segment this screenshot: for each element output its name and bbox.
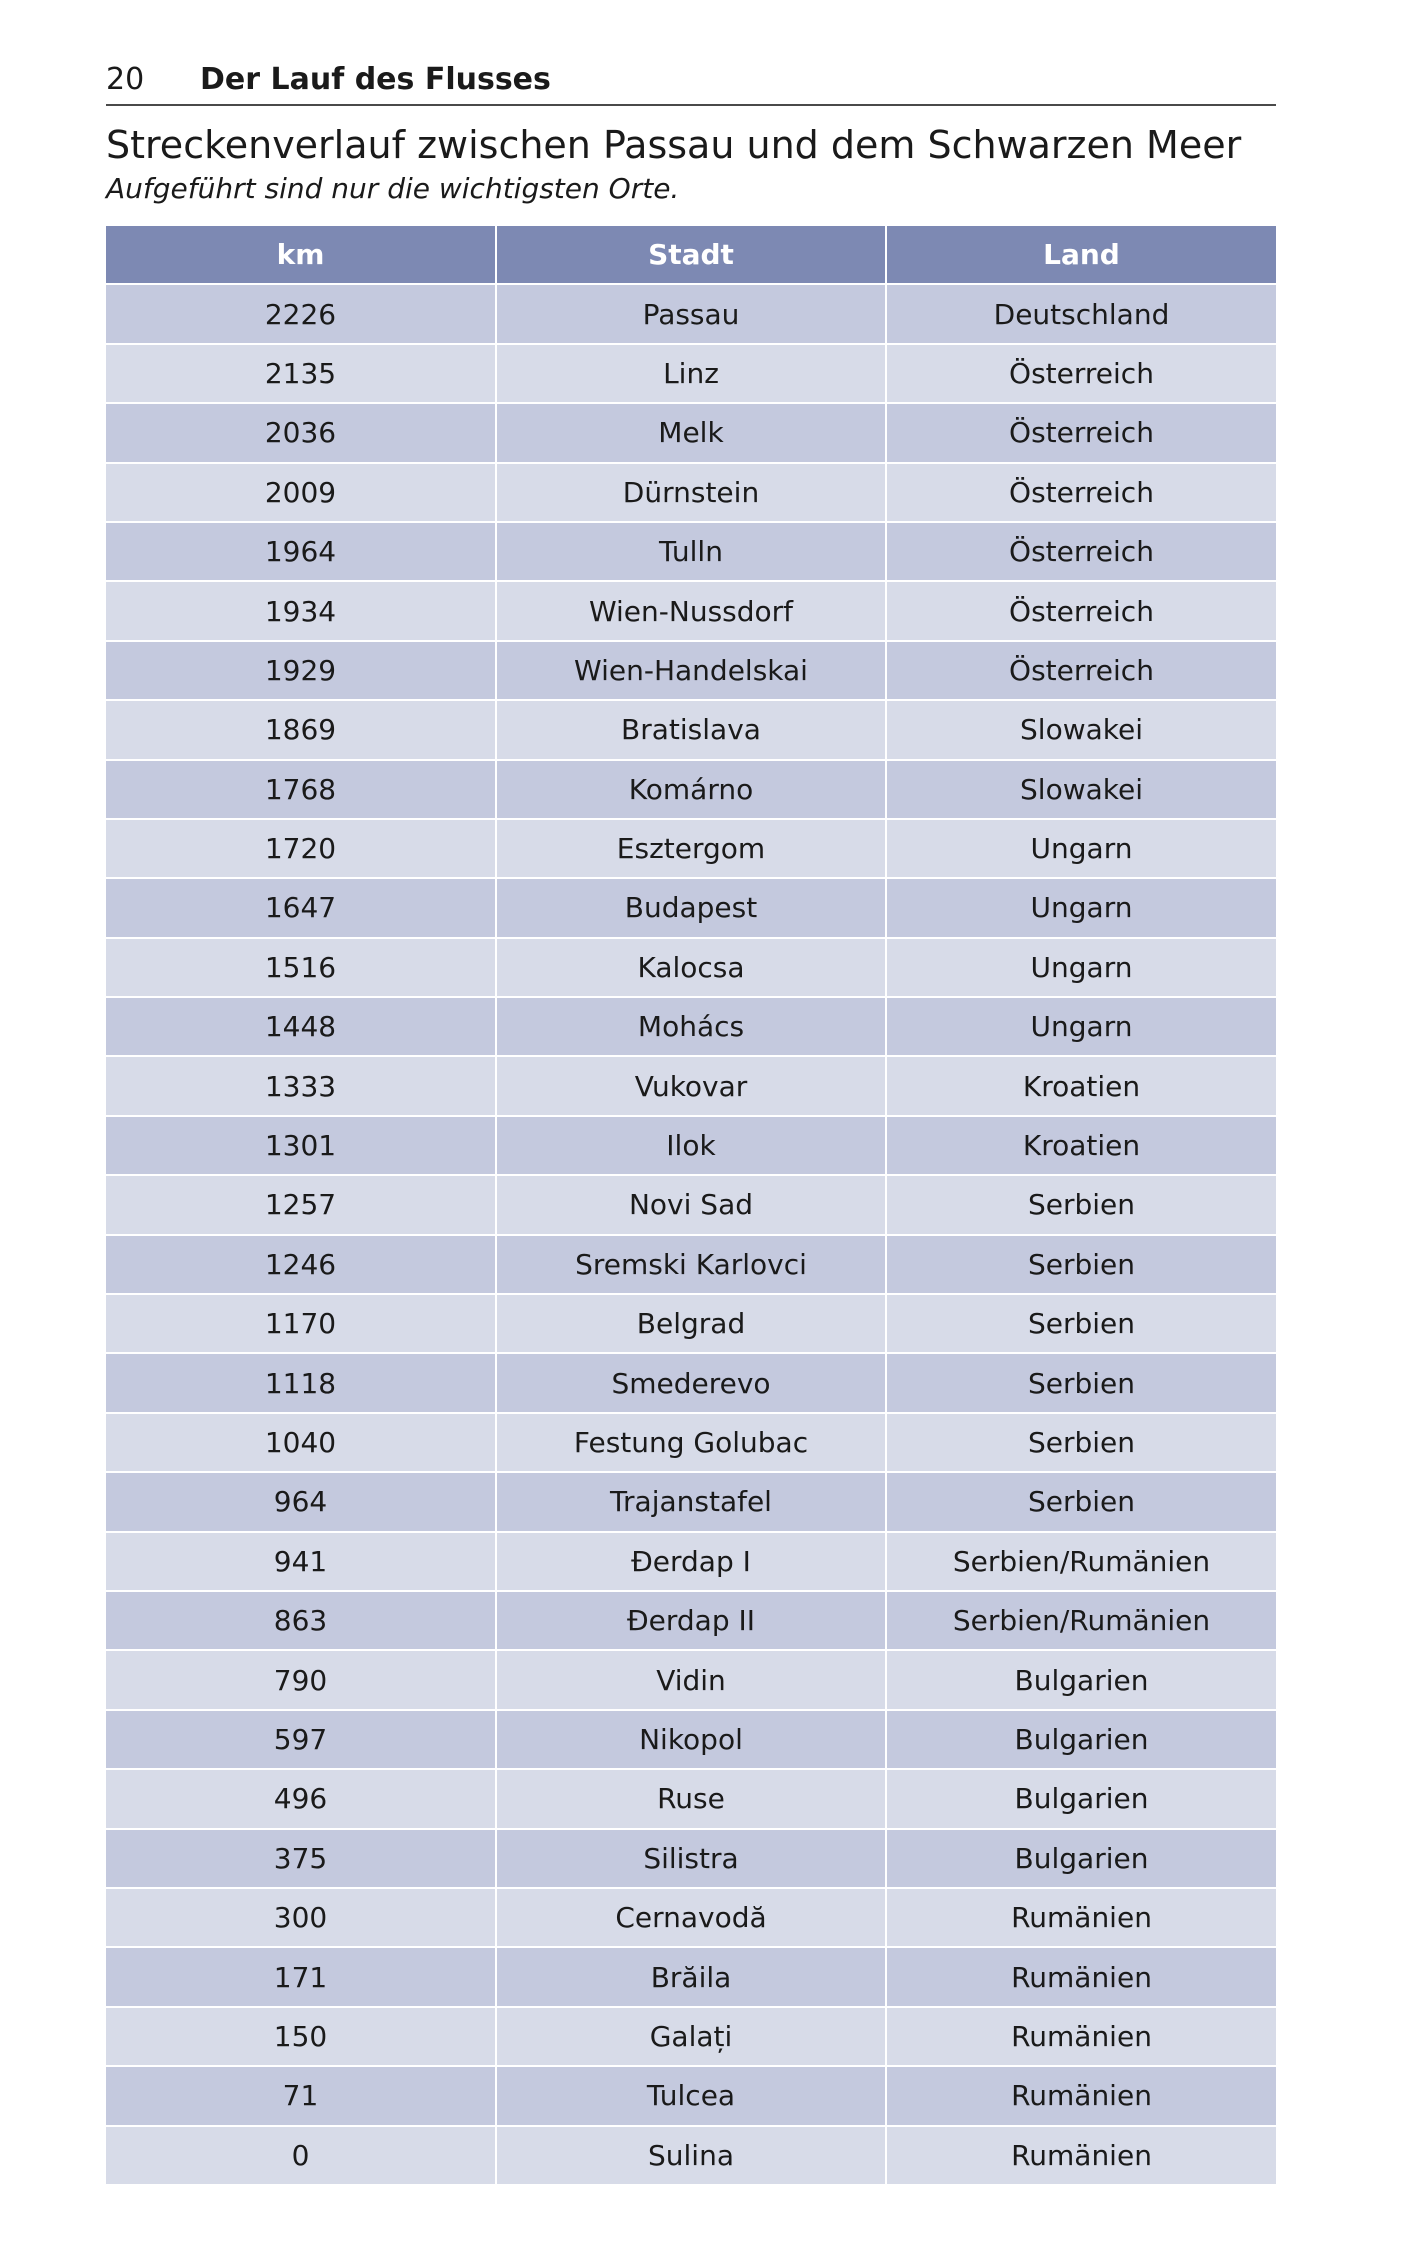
country-cell: Österreich: [886, 641, 1276, 700]
country-cell: Rumänien: [886, 2066, 1276, 2125]
km-cell: 1934: [106, 581, 496, 640]
table-row: [106, 1235, 1276, 1294]
table-row: [106, 1353, 1276, 1412]
city-cell: Wien-Handelskai: [496, 641, 886, 700]
page: [106, 60, 1276, 2184]
km-cell: 964: [106, 1472, 496, 1531]
table-row: [106, 997, 1276, 1056]
table-row: [106, 2007, 1276, 2066]
table-row: [106, 1532, 1276, 1591]
country-cell: Ungarn: [886, 997, 1276, 1056]
country-cell: Bulgarien: [886, 1829, 1276, 1888]
km-cell: 1333: [106, 1056, 496, 1115]
table-header: [106, 226, 1276, 284]
table-row: [106, 463, 1276, 522]
table-body: [106, 284, 1276, 2184]
km-cell: 150: [106, 2007, 496, 2066]
running-header: [106, 60, 1276, 106]
km-cell: 496: [106, 1769, 496, 1828]
country-cell: Serbien: [886, 1294, 1276, 1353]
table-row: [106, 641, 1276, 700]
table-row: [106, 2066, 1276, 2125]
table-row: [106, 819, 1276, 878]
table-row: [106, 1947, 1276, 2006]
table-row: [106, 403, 1276, 462]
city-cell: Komárno: [496, 760, 886, 819]
country-cell: Slowakei: [886, 760, 1276, 819]
country-cell: Bulgarien: [886, 1650, 1276, 1709]
page-number: 20: [106, 62, 145, 97]
km-cell: 1869: [106, 700, 496, 759]
column-header-km: km: [106, 226, 496, 284]
km-cell: 1118: [106, 1353, 496, 1412]
country-cell: Rumänien: [886, 2126, 1276, 2184]
km-cell: 597: [106, 1710, 496, 1769]
city-cell: Tulln: [496, 522, 886, 581]
country-cell: Kroatien: [886, 1116, 1276, 1175]
country-cell: Bulgarien: [886, 1769, 1276, 1828]
table-row: [106, 1413, 1276, 1472]
city-cell: Melk: [496, 403, 886, 462]
table-row: [106, 1116, 1276, 1175]
country-cell: Serbien: [886, 1175, 1276, 1234]
table-row: [106, 700, 1276, 759]
country-cell: Rumänien: [886, 2007, 1276, 2066]
km-cell: 1170: [106, 1294, 496, 1353]
column-header-city: Stadt: [496, 226, 886, 284]
km-cell: 1516: [106, 938, 496, 997]
city-cell: Novi Sad: [496, 1175, 886, 1234]
country-cell: Deutschland: [886, 284, 1276, 343]
city-cell: Bratislava: [496, 700, 886, 759]
city-cell: Dürnstein: [496, 463, 886, 522]
table-row: [106, 1472, 1276, 1531]
column-header-country: Land: [886, 226, 1276, 284]
section-title: Streckenverlauf zwischen Passau und dem Schwarzen Meer: [106, 123, 1242, 167]
city-cell: Kalocsa: [496, 938, 886, 997]
country-cell: Serbien: [886, 1353, 1276, 1412]
country-cell: Ungarn: [886, 819, 1276, 878]
table-row: [106, 1829, 1276, 1888]
city-cell: Nikopol: [496, 1710, 886, 1769]
table-row: [106, 1888, 1276, 1947]
km-cell: 1246: [106, 1235, 496, 1294]
table-row: [106, 1294, 1276, 1353]
table-header-row: [106, 226, 1276, 284]
km-cell: 1301: [106, 1116, 496, 1175]
country-cell: Österreich: [886, 403, 1276, 462]
table-row: [106, 878, 1276, 937]
section-subtitle: Aufgeführt sind nur die wichtigsten Orte.: [106, 172, 680, 205]
country-cell: Serbien: [886, 1413, 1276, 1472]
country-cell: Österreich: [886, 581, 1276, 640]
table-row: [106, 1175, 1276, 1234]
km-cell: 790: [106, 1650, 496, 1709]
km-cell: 941: [106, 1532, 496, 1591]
city-cell: Tulcea: [496, 2066, 886, 2125]
country-cell: Slowakei: [886, 700, 1276, 759]
city-cell: Sremski Karlovci: [496, 1235, 886, 1294]
km-cell: 2036: [106, 403, 496, 462]
country-cell: Ungarn: [886, 878, 1276, 937]
km-cell: 2135: [106, 344, 496, 403]
city-cell: Budapest: [496, 878, 886, 937]
country-cell: Serbien: [886, 1472, 1276, 1531]
country-cell: Österreich: [886, 463, 1276, 522]
table-row: [106, 1650, 1276, 1709]
country-cell: Serbien/Rumänien: [886, 1532, 1276, 1591]
table-row: [106, 1056, 1276, 1115]
city-cell: Cernavodă: [496, 1888, 886, 1947]
country-cell: Serbien: [886, 1235, 1276, 1294]
km-cell: 1720: [106, 819, 496, 878]
country-cell: Serbien/Rumänien: [886, 1591, 1276, 1650]
city-cell: Đerdap II: [496, 1591, 886, 1650]
km-cell: 1257: [106, 1175, 496, 1234]
table-row: [106, 522, 1276, 581]
city-cell: Ruse: [496, 1769, 886, 1828]
km-cell: 171: [106, 1947, 496, 2006]
country-cell: Österreich: [886, 522, 1276, 581]
chapter-title: Der Lauf des Flusses: [200, 62, 551, 97]
table-row: [106, 581, 1276, 640]
km-cell: 1929: [106, 641, 496, 700]
km-cell: 1964: [106, 522, 496, 581]
km-cell: 375: [106, 1829, 496, 1888]
city-cell: Passau: [496, 284, 886, 343]
table-row: [106, 284, 1276, 343]
km-cell: 1647: [106, 878, 496, 937]
city-cell: Linz: [496, 344, 886, 403]
city-cell: Ilok: [496, 1116, 886, 1175]
country-cell: Ungarn: [886, 938, 1276, 997]
km-cell: 2009: [106, 463, 496, 522]
city-cell: Trajanstafel: [496, 1472, 886, 1531]
table-row: [106, 1591, 1276, 1650]
km-cell: 2226: [106, 284, 496, 343]
city-cell: Wien-Nussdorf: [496, 581, 886, 640]
km-cell: 300: [106, 1888, 496, 1947]
table-row: [106, 2126, 1276, 2184]
city-cell: Mohács: [496, 997, 886, 1056]
km-cell: 71: [106, 2066, 496, 2125]
city-cell: Sulina: [496, 2126, 886, 2184]
km-cell: 1040: [106, 1413, 496, 1472]
country-cell: Bulgarien: [886, 1710, 1276, 1769]
country-cell: Kroatien: [886, 1056, 1276, 1115]
city-cell: Belgrad: [496, 1294, 886, 1353]
city-cell: Vidin: [496, 1650, 886, 1709]
km-cell: 0: [106, 2126, 496, 2184]
table-row: [106, 1710, 1276, 1769]
country-cell: Rumänien: [886, 1888, 1276, 1947]
country-cell: Österreich: [886, 344, 1276, 403]
city-cell: Brăila: [496, 1947, 886, 2006]
city-cell: Vukovar: [496, 1056, 886, 1115]
km-cell: 1448: [106, 997, 496, 1056]
route-table: [106, 226, 1276, 2184]
city-cell: Đerdap I: [496, 1532, 886, 1591]
country-cell: Rumänien: [886, 1947, 1276, 2006]
city-cell: Festung Golubac: [496, 1413, 886, 1472]
km-cell: 1768: [106, 760, 496, 819]
city-cell: Esztergom: [496, 819, 886, 878]
table-row: [106, 938, 1276, 997]
city-cell: Smederevo: [496, 1353, 886, 1412]
city-cell: Silistra: [496, 1829, 886, 1888]
table-row: [106, 1769, 1276, 1828]
table-row: [106, 760, 1276, 819]
city-cell: Galați: [496, 2007, 886, 2066]
km-cell: 863: [106, 1591, 496, 1650]
table-row: [106, 344, 1276, 403]
